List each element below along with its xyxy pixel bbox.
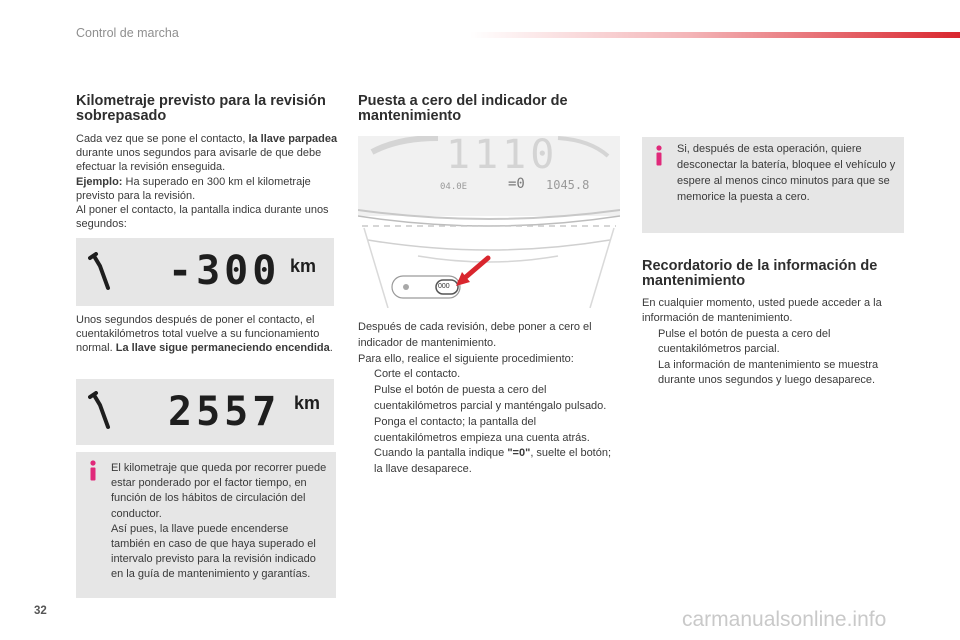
- illustration-partial-zero: =0: [508, 176, 525, 192]
- illustration-trip: 04.0E: [440, 182, 468, 192]
- left-info-text: El kilometraje que queda por recorrer puede estar ponderado por el factor tiempo, en función de los hábitos de circulación del conductor. Así pues, la llave puede encenderse también en caso de que haya superado el intervalo previsto para la revisión indicado en la guía de mantenimiento y garantías.: [111, 462, 327, 581]
- procedure-step: Cuando la pantalla indique "=0", suelte el botón; la llave desaparece.: [374, 447, 612, 476]
- right-info-box: [642, 137, 904, 233]
- info-icon: [86, 460, 100, 482]
- odometer-unit-km: km: [294, 393, 321, 413]
- left-intro: Cada vez que se pone el contacto, la llave parpadea durante unos segundos para avisarle de que debe efectuar la revisión enseguida. Ejemplo: Ha superado en 300 km el kilometraje previsto para la revisión. Al poner el contacto, la pantalla indica durante unos segundos:: [76, 133, 338, 231]
- right-heading: Recordatorio de la información de mantenimiento: [642, 258, 878, 289]
- page-number: 32: [34, 605, 47, 617]
- illustration-button-label: 000: [438, 283, 450, 290]
- left-after-text: Unos segundos después de poner el contacto, el cuentakilómetros total vuelve a su funcionamiento normal. La llave sigue permaneciendo encendida.: [76, 314, 333, 355]
- illustration-top-digits: 1110: [446, 136, 559, 178]
- procedure-step: Corte el contacto.: [374, 368, 461, 381]
- wrench-icon: [88, 252, 116, 292]
- odometer-display-2557: [76, 379, 334, 445]
- odometer-unit-km: km: [290, 256, 317, 276]
- right-text: En cualquier momento, usted puede acceder a la información de mantenimiento. Pulse el botón de puesta a cero del cuentakilómetros parcial. La información de mantenimiento se muestra durante unos segundos y luego desaparece.: [642, 296, 904, 388]
- watermark: carmanualsonline.info: [682, 608, 887, 631]
- odometer-value-minus300: -300: [168, 248, 281, 294]
- odometer-value-2557: 2557: [168, 389, 281, 435]
- middle-procedure: Después de cada revisión, debe poner a cero el indicador de mantenimiento. Para ello, realice el siguiente procedimiento: Corte el contacto. Pulse el botón de puesta a cero del cuentakilómetros parcial y manténgalo pulsado. Ponga el contacto; la pantalla del cuentakilómetros empieza una cuenta atrás. Cuando la pantalla indique "=0", suelte el botón; la llave desaparece.: [358, 320, 620, 478]
- odometer-display-minus300: [76, 238, 334, 306]
- dashboard-illustration: [358, 136, 620, 308]
- left-info-box: [76, 452, 336, 598]
- wrench-icon: [88, 391, 116, 431]
- procedure-step: Ponga el contacto; la pantalla del cuentakilómetros empieza una cuenta atrás.: [374, 415, 590, 444]
- section-title: Control de marcha: [76, 26, 179, 40]
- header-accent-bar: [470, 32, 960, 38]
- procedure-step: Pulse el botón de puesta a cero del cuentakilómetros parcial y manténgalo pulsado.: [374, 384, 607, 412]
- recall-step: Pulse el botón de puesta a cero del cuentakilómetros parcial.: [658, 327, 831, 356]
- info-icon: [652, 145, 666, 167]
- middle-heading: Puesta a cero del indicador de mantenimiento: [358, 93, 568, 124]
- right-info-text: Si, después de esta operación, quiere desconectar la batería, bloquee el vehículo y espere al menos cinco minutos para que se memorice la puesta a cero.: [677, 143, 896, 203]
- left-heading: Kilometraje previsto para la revisión sobrepasado: [76, 93, 326, 124]
- illustration-total-odometer: 1045.8: [546, 178, 590, 192]
